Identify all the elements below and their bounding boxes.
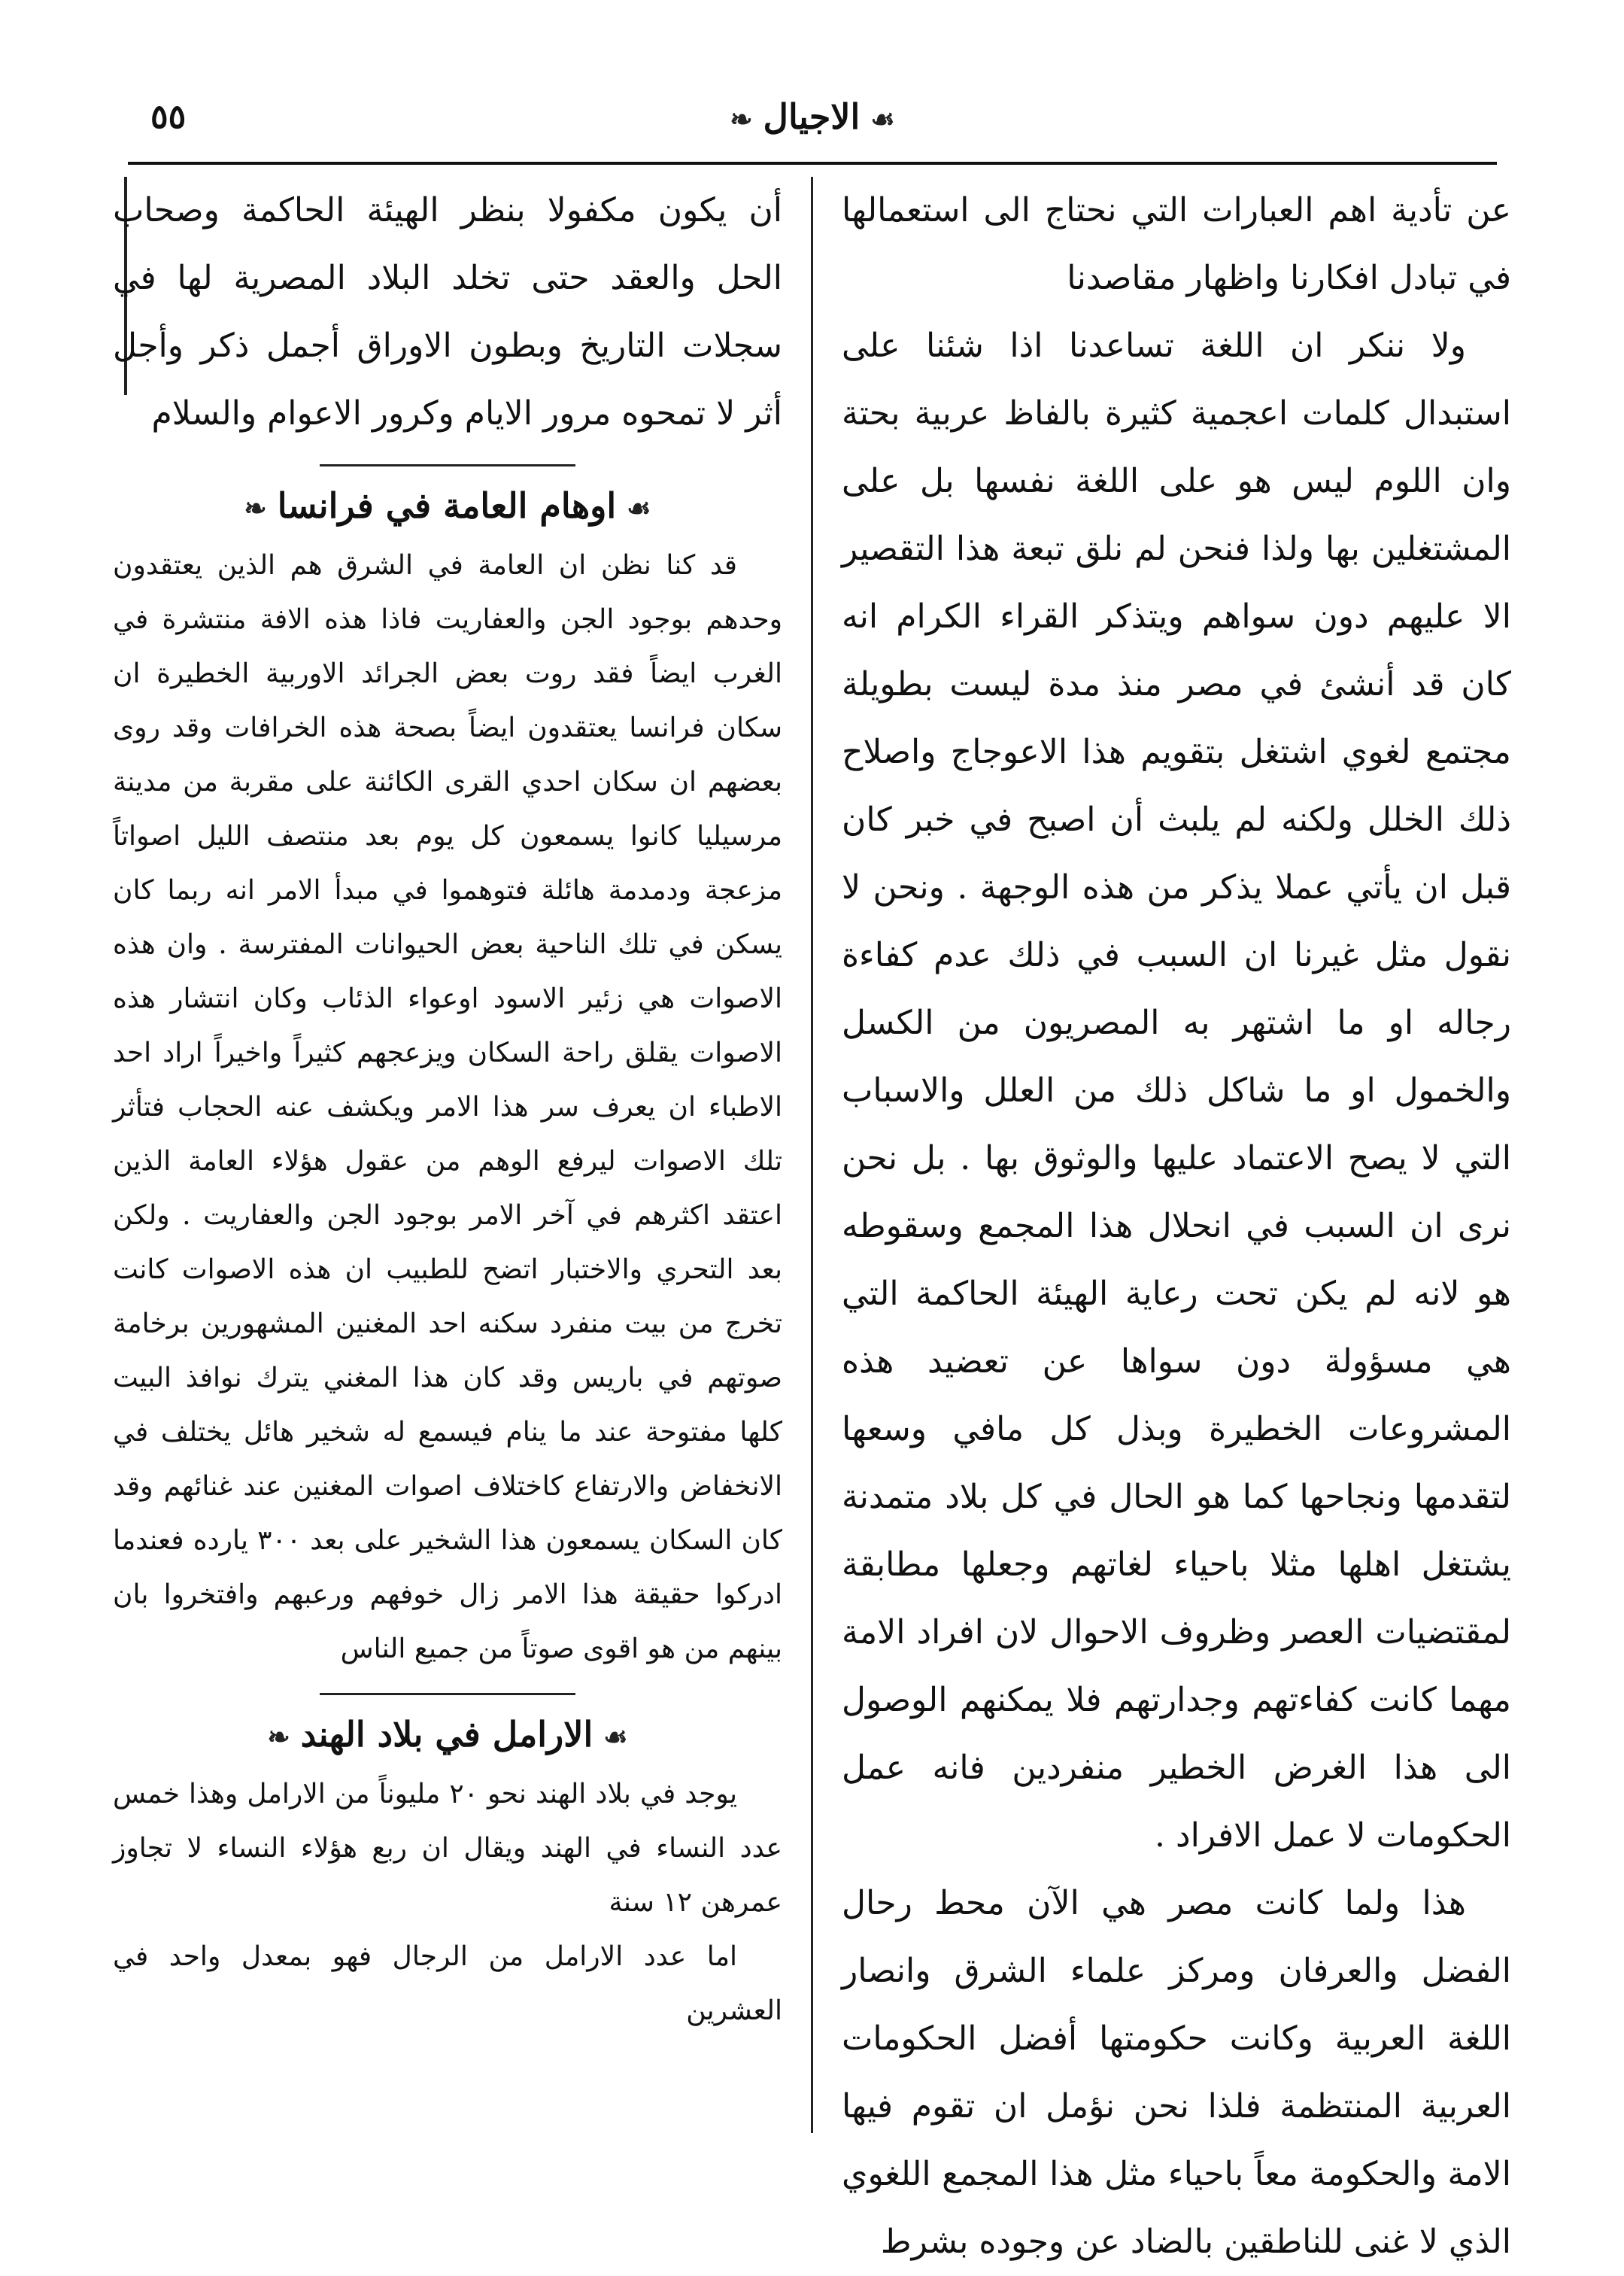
running-title-text: الاجيال (763, 96, 861, 137)
page-number: ٥٥ (150, 98, 187, 136)
article-paragraph: ولا ننكر ان اللغة تساعدنا اذا شئنا على استبدال كلمات اعجمية كثيرة بالفاظ عربية بحتة وان اللوم ليس هو على اللغة نفسها بل على المشتغلين بها ولذا فنحن لم نلق تبعة هذا التقصير الا عليهم دون سواهم ويتذكر القراء الكرام انه كان قد أنشئ في مصر منذ مدة ليست بطويلة مجتمع لغوي اشتغل بتقويم هذا الاعوجاج واصلاح ذلك الخلل ولكنه لم يلبث أن اصبح في خبر كان قبل ان يأتي عملا يذكر من هذه الوجهة . ونحن لا نقول مثل غيرنا ان السبب في ذلك عدم كفاءة رجاله او ما اشتهر به المصريون من الكسل والخمول او ما شاكل ذلك من العلل والاسباب التي لا يصح الاعتماد عليها والوثوق بها . بل نحن نرى ان السبب في انحلال هذا المجمع وسقوطه هو لانه لم يكن تحت رعاية الهيئة الحاكمة التي هي مسؤولة دون سواها عن تعضيد هذه المشروعات الخطيرة وبذل كل مافي وسعها لتقدمها ونجاحها كما هو الحال في كل بلاد متمدنة يشتغل اهلها مثلا باحياء لغاتهم وجعلها مطابقة لمقتضيات العصر وظروف الاحوال لان افراد الامة مهما كانت كفاءتهم وجدارتهم فلا يمكنهم الوصول الى هذا الغرض الخطير منفردين فانه عمل الحكومات لا عمل الافراد . (842, 327, 1511, 1855)
section-paragraph: قد كنا نظن ان العامة في الشرق هم الذين يعتقدون وحدهم بوجود الجن والعفاريت فاذا هذه الافة منتشرة في الغرب ايضاً فقد روت بعض الجرائد الاوربية الخطيرة ان سكان فرانسا يعتقدون ايضاً بصحة هذه الخرافات وقد روى بعضهم ان سكان احدي القرى الكائنة على مقربة من مدينة مرسيليا كانوا يسمعون كل يوم بعد منتصف الليل اصواتاً مزعجة ودمدمة هائلة فتوهموا في مبدأ الامر انه ربما كان يسكن في تلك الناحية بعض الحيوانات المفترسة . وان هذه الاصوات هي زئير الاسود اوعواء الذئاب وكان انتشار هذه الاصوات يقلق راحة السكان ويزعجهم كثيراً واخيراً اراد احد الاطباء ان يعرف سر هذا الامر ويكشف عنه الحجاب فتأثر تلك الاصوات ليرفع الوهم من عقول هؤلاء العامة الذين اعتقد اكثرهم في آخر الامر بوجود الجن والعفاريت . ولكن بعد التحري والاختبار اتضح للطبيب ان هذه الاصوات كانت تخرج من بيت منفرد سكنه احد المغنين المشهورين برخامة صوتهم في باريس وقد كان هذا المغني يترك نوافذ البيت كلها مفتوحة عند ما ينام فيسمع له شخير هائل يختلف في الانخفاض والارتفاع كاختلاف اصوات المغنين عند غنائهم وقد كان السكان يسمعون هذا الشخير على بعد ٣٠٠ يارده فعندما ادركوا حقيقة هذا الامر زال خوفهم ورعبهم وافتخروا بان بينهم من هو اقوى صوتاً من جميع الناس (113, 550, 783, 1664)
ornament-right-icon: ☙ (603, 1721, 628, 1753)
section-title-text: الارامل في بلاد الهند (300, 1714, 593, 1755)
section-title (113, 476, 782, 539)
ornament-right-icon: ☙ (870, 104, 895, 135)
left-column (113, 177, 782, 2038)
section-paragraph: يوجد في بلاد الهند نحو ٢٠ مليوناً من الارامل وهذا خمس عدد النساء في الهند ويقال ان ربع هؤلاء النساء لا تجاوز عمرهن ١٢ سنة (113, 1779, 782, 1918)
section-title-text: اوهام العامة في فرانسا (277, 485, 617, 526)
ornament-left-icon: ❧ (244, 493, 267, 524)
ornament-left-icon: ❧ (730, 104, 753, 135)
section-divider (320, 1693, 575, 1695)
ornament-right-icon: ☙ (627, 493, 651, 524)
article-paragraph: عن تأدية اهم العبارات التي نحتاج الى استعمالها في تبادل افكارنا واظهار مقاصدنا (842, 191, 1511, 297)
page-header (128, 83, 1497, 150)
header-rule (128, 162, 1497, 165)
right-column (842, 177, 1511, 2276)
section-divider (320, 464, 575, 466)
section-title (113, 1704, 782, 1767)
article-conclusion: أن يكون مكفولا بنظر الهيئة الحاكمة وصحاب الحل والعقد حتى تخلد البلاد المصرية لها في سجلات التاريخ وبطون الاوراق أجمل ذكر وأجل أثر لا تمحوه مرور الايام وكرور الاعوام والسلام (113, 191, 782, 433)
column-divider (811, 177, 813, 2133)
ornament-left-icon: ❧ (267, 1721, 290, 1753)
running-title (128, 96, 1497, 137)
section-paragraph: اما عدد الارامل من الرجال فهو بمعدل واحد في العشرين (113, 1941, 782, 2026)
article-paragraph: هذا ولما كانت مصر هي الآن محط رحال الفضل والعرفان ومركز علماء الشرق وانصار اللغة العربية وكانت حكومتها أفضل الحكومات العربية المنتظمة فلذا نحن نؤمل ان تقوم فيها الامة والحكومة معاً باحياء مثل هذا المجمع اللغوي الذي لا غنى للناطقين بالضاد عن وجوده بشرط (842, 1884, 1511, 2261)
